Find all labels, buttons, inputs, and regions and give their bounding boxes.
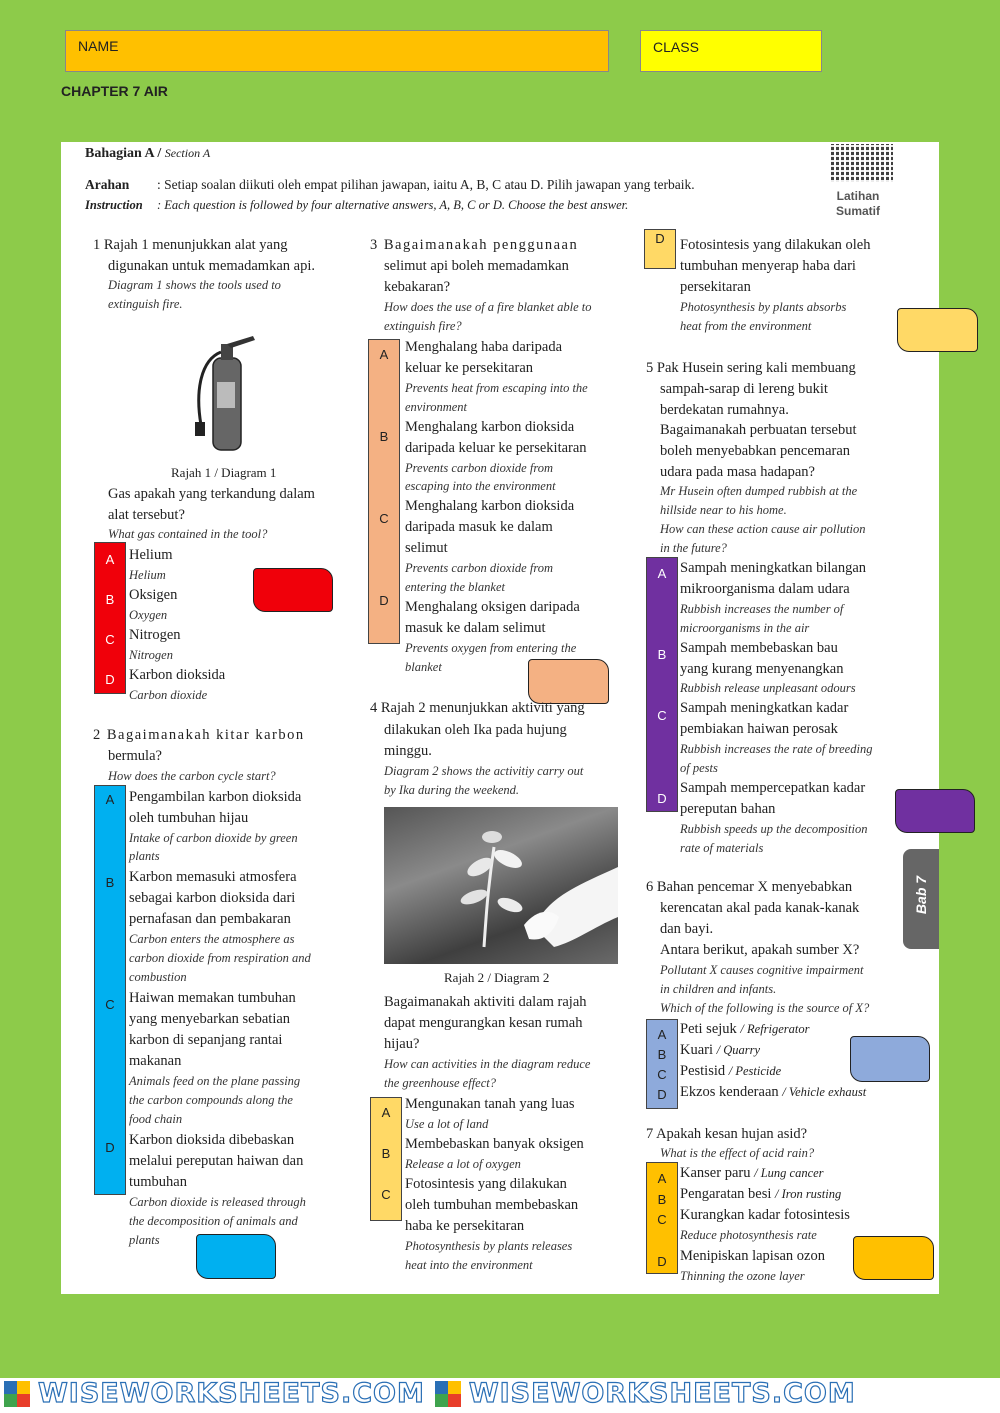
q5-b-2: yang kurang menyenangkan [680, 661, 844, 677]
q4-letter-d[interactable]: D [655, 231, 665, 246]
instruction-row [85, 198, 628, 213]
q2-stem-en: How does the carbon cycle start? [108, 769, 276, 783]
badge-line-2: Sumatif [836, 204, 881, 218]
q2-letter-d[interactable]: D [105, 1140, 115, 1155]
q4-a: Mengunakan tanah yang luas [405, 1096, 575, 1112]
planting-photo [384, 807, 618, 964]
q5-stem-1: 5 Pak Husein sering kali membuang [646, 360, 856, 376]
q7-option-d: Menipiskan lapisan ozon [680, 1248, 825, 1264]
q5-c-en-2: of pests [680, 761, 718, 775]
q6-stem-2: kerencatan akal pada kanak-kanak [660, 900, 860, 916]
q5-a-1: Sampah meningkatkan bilangan [680, 560, 867, 576]
q2-d-2: melalui pereputan haiwan dan [129, 1153, 304, 1169]
q7-option-a-ms: Kanser paru [680, 1165, 751, 1181]
q3-a-2: keluar ke persekitaran [405, 360, 534, 376]
q2-a-1: Pengambilan karbon dioksida [129, 789, 302, 805]
q4-letter-a[interactable]: A [381, 1105, 391, 1120]
q7-answer-box[interactable] [853, 1236, 934, 1280]
q2-b-1: Karbon memasuki atmosfera [129, 869, 297, 885]
q4-stem-en-1: Diagram 2 shows the activitiy carry out [384, 764, 584, 778]
name-label: NAME [78, 38, 119, 54]
q5-stem-3: berdekatan rumahnya. [660, 402, 789, 418]
q3-a-en-1: Prevents heat from escaping into the [405, 381, 588, 395]
q3-stem-1: 3 Bagaimanakah penggunaan [370, 237, 579, 253]
q5-a-en-2: microorganisms in the air [680, 621, 810, 635]
q7-stem: 7 Apakah kesan hujan asid? [646, 1126, 808, 1142]
q5-d-1: Sampah mempercepatkan kadar [680, 780, 866, 796]
q6-stem-en-2: in children and infants. [660, 982, 777, 996]
q2-stem-2: bermula? [108, 748, 162, 764]
q2-a-en-2: plants [129, 849, 160, 863]
q4-question-en-2: the greenhouse effect? [384, 1076, 496, 1090]
q2-b-en-2: carbon dioxide from respiration and [129, 951, 311, 965]
plant-seedling-icon [384, 807, 618, 964]
q7-letter-b[interactable]: B [657, 1192, 667, 1207]
q2-b-3: pernafasan dan pembakaran [129, 911, 291, 927]
q6-option-c-en: / Pesticide [728, 1064, 782, 1078]
q5-stem-6: udara pada masa hadapan? [660, 464, 815, 480]
q7-option-c-en: Reduce photosynthesis rate [680, 1228, 817, 1242]
q6-stem-4: Antara berikut, apakah sumber X? [660, 942, 860, 958]
q4-question-3: hijau? [384, 1036, 420, 1052]
q2-a-2: oleh tumbuhan hijau [129, 810, 249, 826]
q1-caption: Rajah 1 / Diagram 1 [171, 465, 277, 480]
q7-stem-en: What is the effect of acid rain? [660, 1146, 815, 1160]
q2-c-2: yang menyebarkan sebatian [129, 1011, 291, 1027]
q2-letter-c[interactable]: C [105, 997, 115, 1012]
arahan-label: Arahan [85, 177, 130, 192]
q4-d-3: persekitaran [680, 279, 751, 295]
class-label: CLASS [653, 39, 699, 55]
q1-letter-a[interactable]: A [105, 552, 115, 567]
q3-b-en-2: escaping into the environment [405, 479, 556, 493]
q3-b-en-1: Prevents carbon dioxide from [405, 461, 553, 475]
q1-option-d: Karbon dioksida [129, 667, 226, 683]
q5-b-1: Sampah membebaskan bau [680, 640, 838, 656]
chapter-side-tab [903, 849, 939, 949]
badge-line-1: Latihan [836, 189, 880, 203]
q5-a-2: mikroorganisma dalam udara [680, 581, 850, 597]
q4-d-en-2: heat from the environment [680, 319, 812, 333]
q6-option-b [680, 1040, 760, 1060]
q4-stem-en-2: by Ika during the weekend. [384, 783, 520, 797]
q3-c-3: selimut [405, 540, 448, 556]
q4-d-en-1: Photosynthesis by plants absorbs [680, 300, 847, 314]
q4-answer-box[interactable] [897, 308, 978, 352]
q6-option-c-ms: Pestisid [680, 1063, 726, 1079]
q6-letter-b[interactable]: B [657, 1047, 667, 1062]
footer-brand-1: WISEWORKSHEETS.COM [38, 1378, 425, 1409]
q5-stem-4: Bagaimanakah perbuatan tersebut [660, 422, 857, 438]
q3-d-en-1: Prevents oxygen from entering the [405, 641, 577, 655]
q5-a-en-1: Rubbish increases the number of [680, 602, 844, 616]
q3-d-2: masuk ke dalam selimut [405, 620, 546, 636]
instruction-label: Instruction [85, 198, 143, 212]
q5-options-strip [646, 557, 678, 812]
q4-stem-2: dilakukan oleh Ika pada hujung [384, 722, 567, 738]
q5-stem-5: boleh menyebabkan pencemaran [660, 443, 851, 459]
q5-d-en-2: rate of materials [680, 841, 764, 855]
q5-answer-box[interactable] [895, 789, 975, 833]
q6-stem-en-1: Pollutant X causes cognitive impairment [660, 963, 864, 977]
chapter-title: CHAPTER 7 AIR [61, 83, 168, 99]
q2-letter-b[interactable]: B [105, 875, 115, 890]
q3-c-2: daripada masuk ke dalam [405, 519, 553, 535]
qr-code-icon [831, 144, 893, 182]
q1-question-2: alat tersebut? [108, 507, 185, 523]
q7-letter-a[interactable]: A [657, 1171, 667, 1186]
q7-option-b [680, 1184, 841, 1204]
q4-c-en-2: heat into the environment [405, 1258, 533, 1272]
footer-banner [0, 1378, 1000, 1413]
q3-c-1: Menghalang karbon dioksida [405, 498, 575, 514]
q4-b: Membebaskan banyak oksigen [405, 1136, 584, 1152]
q4-letter-b[interactable]: B [381, 1146, 391, 1161]
q5-c-1: Sampah meningkatkan kadar [680, 700, 849, 716]
q2-c-1: Haiwan memakan tumbuhan [129, 990, 296, 1006]
q2-a-en-1: Intake of carbon dioxide by green [129, 831, 298, 845]
q6-stem-3: dan bayi. [660, 921, 714, 937]
q1-stem-2: digunakan untuk memadamkan api. [108, 258, 315, 274]
footer-brand-2: WISEWORKSHEETS.COM [468, 1378, 856, 1409]
q4-a-en: Use a lot of land [405, 1117, 489, 1131]
q7-letter-c[interactable]: C [657, 1212, 667, 1227]
q3-d-1: Menghalang oksigen daripada [405, 599, 580, 615]
q7-option-b-ms: Pengaratan besi [680, 1186, 772, 1202]
q3-stem-en-1: How does the use of a fire blanket able to [384, 300, 592, 314]
q3-letter-d[interactable]: D [379, 593, 389, 608]
q7-option-d-en: Thinning the ozone layer [680, 1269, 805, 1283]
q2-d-en-1: Carbon dioxide is released through [129, 1195, 306, 1209]
q7-option-a-en: / Lung cancer [754, 1166, 824, 1180]
q2-d-1: Karbon dioksida dibebaskan [129, 1132, 295, 1148]
arahan-text: : Setiap soalan diikuti oleh empat pilihan jawapan, iaitu A, B, C atau D. Pilih jawapan yang terbaik. [157, 177, 695, 192]
q2-answer-box[interactable] [196, 1234, 276, 1279]
q2-c-en-1: Animals feed on the plane passing [129, 1074, 301, 1088]
q2-d-en-3: plants [129, 1233, 160, 1247]
q6-stem-1: 6 Bahan pencemar X menyebabkan [646, 879, 853, 895]
q3-stem-2: selimut api boleh memadamkan [384, 258, 569, 274]
q7-option-a [680, 1163, 824, 1183]
q2-b-2: sebagai karbon dioksida dari [129, 890, 296, 906]
q1-letter-c[interactable]: C [105, 632, 115, 647]
instruction-text: : Each question is followed by four alternative answers, A, B, C or D. Choose the best answer. [157, 198, 629, 212]
q1-option-c-en: Nitrogen [129, 648, 173, 662]
q5-b-en: Rubbish release unpleasant odours [680, 681, 856, 695]
q2-stem-1: 2 Bagaimanakah kitar karbon [93, 727, 305, 743]
q3-b-2: daripada keluar ke persekitaran [405, 440, 587, 456]
q4-letter-c[interactable]: C [381, 1187, 391, 1202]
q3-d-en-2: blanket [405, 660, 442, 674]
q4-d-2: tumbuhan menyerap haba dari [680, 258, 856, 274]
q6-letter-d[interactable]: D [657, 1087, 667, 1102]
fire-extinguisher-icon [191, 330, 271, 455]
q6-option-a-en: / Refrigerator [740, 1022, 810, 1036]
q5-letter-d[interactable]: D [657, 791, 667, 806]
q1-option-b-en: Oxygen [129, 608, 168, 622]
q6-option-d-ms: Ekzos kenderaan [680, 1084, 779, 1100]
q6-letter-a[interactable]: A [657, 1027, 667, 1042]
q6-option-d [680, 1082, 866, 1102]
section-title-en: Section A [164, 146, 211, 160]
class-field[interactable] [640, 30, 822, 72]
q7-option-c: Kurangkan kadar fotosintesis [680, 1207, 850, 1223]
q2-c-3: karbon di sepanjang rantai [129, 1032, 283, 1048]
q5-d-2: pereputan bahan [680, 801, 776, 817]
chapter-side-tab-label: Bab 7 [913, 875, 929, 915]
q2-letter-a[interactable]: A [105, 792, 115, 807]
q1-stem-en-1: Diagram 1 shows the tools used to [108, 278, 281, 292]
q3-stem-en-2: extinguish fire? [384, 319, 462, 333]
q4-question-2: dapat mengurangkan kesan rumah [384, 1015, 583, 1031]
q2-options-strip [94, 785, 126, 1195]
q1-option-c: Nitrogen [129, 627, 181, 643]
q5-stem-en-4: in the future? [660, 541, 727, 555]
q3-c-en-1: Prevents carbon dioxide from [405, 561, 553, 575]
q3-a-en-2: environment [405, 400, 468, 414]
q4-c-1: Fotosintesis yang dilakukan [405, 1176, 567, 1192]
q4-d-1: Fotosintesis yang dilakukan oleh [680, 237, 871, 253]
q6-answer-box[interactable] [850, 1036, 930, 1082]
name-field[interactable] [65, 30, 609, 72]
q4-caption: Rajah 2 / Diagram 2 [444, 970, 550, 985]
arahan-row [85, 177, 695, 193]
q3-letter-c[interactable]: C [379, 511, 389, 526]
q2-c-en-2: the carbon compounds along the [129, 1093, 293, 1107]
q6-option-b-ms: Kuari [680, 1042, 714, 1058]
latihan-sumatif-badge [836, 189, 880, 219]
q1-answer-box[interactable] [253, 568, 333, 612]
worksheet-page [61, 142, 939, 1294]
q6-letter-c[interactable]: C [657, 1067, 667, 1082]
q1-stem-en-2: extinguish fire. [108, 297, 183, 311]
q5-stem-en-1: Mr Husein often dumped rubbish at the [660, 484, 858, 498]
q4-stem-3: minggu. [384, 743, 432, 759]
q1-question-1: Gas apakah yang terkandung dalam [108, 486, 315, 502]
brand-logo-icon [4, 1381, 30, 1407]
q3-b-1: Menghalang karbon dioksida [405, 419, 575, 435]
q4-c-3: haba ke persekitaran [405, 1218, 525, 1234]
q5-c-en-1: Rubbish increases the rate of breeding [680, 742, 873, 756]
q5-stem-2: sampah-sarap di lereng bukit [660, 381, 828, 397]
q1-option-b: Oksigen [129, 587, 178, 603]
q6-option-a [680, 1019, 810, 1039]
q4-stem-1: 4 Rajah 2 menunjukkan aktiviti yang [370, 700, 585, 716]
q1-letter-d[interactable]: D [105, 672, 115, 687]
q3-letter-b[interactable]: B [379, 429, 389, 444]
q2-b-en-1: Carbon enters the atmosphere as [129, 932, 295, 946]
q6-option-d-en: / Vehicle exhaust [782, 1085, 867, 1099]
q7-option-b-en: / Iron rusting [775, 1187, 842, 1201]
q6-option-b-en: / Quarry [716, 1043, 761, 1057]
q5-stem-en-2: hillside near to his home. [660, 503, 787, 517]
q2-d-3: tumbuhan [129, 1174, 187, 1190]
q7-letter-d[interactable]: D [657, 1254, 667, 1269]
q1-option-a: Helium [129, 547, 173, 563]
q5-c-2: pembiakan haiwan perosak [680, 721, 838, 737]
q3-stem-3: kebakaran? [384, 279, 451, 295]
q5-letter-a[interactable]: A [657, 566, 667, 581]
q6-option-c [680, 1061, 781, 1081]
q4-question-en-1: How can activities in the diagram reduce [384, 1057, 591, 1071]
q6-stem-en-3: Which of the following is the source of X? [660, 1001, 870, 1015]
q4-question-1: Bagaimanakah aktiviti dalam rajah [384, 994, 587, 1010]
q3-letter-a[interactable]: A [379, 347, 389, 362]
q2-b-en-3: combustion [129, 970, 187, 984]
q2-c-en-3: food chain [129, 1112, 183, 1126]
q5-stem-en-3: How can these action cause air pollution [660, 522, 866, 536]
q4-c-en-1: Photosynthesis by plants releases [405, 1239, 573, 1253]
section-title [85, 146, 210, 162]
q3-a-1: Menghalang haba daripada [405, 339, 563, 355]
q4-b-en: Release a lot of oxygen [405, 1157, 521, 1171]
q2-d-en-2: the decomposition of animals and [129, 1214, 298, 1228]
q5-d-en-1: Rubbish speeds up the decomposition [680, 822, 868, 836]
q6-option-a-ms: Peti sejuk [680, 1021, 737, 1037]
q5-letter-c[interactable]: C [657, 708, 667, 723]
q1-letter-b[interactable]: B [105, 592, 115, 607]
section-title-ms: Bahagian A / [85, 146, 162, 161]
q2-c-4: makanan [129, 1053, 182, 1069]
q1-question-en: What gas contained in the tool? [108, 527, 268, 541]
q5-letter-b[interactable]: B [657, 647, 667, 662]
q1-option-d-en: Carbon dioxide [129, 688, 208, 702]
q1-stem-1: 1 Rajah 1 menunjukkan alat yang [93, 237, 288, 253]
q4-c-2: oleh tumbuhan membebaskan [405, 1197, 579, 1213]
q3-c-en-2: entering the blanket [405, 580, 505, 594]
brand-logo-icon-2 [435, 1381, 461, 1407]
q1-option-a-en: Helium [129, 568, 166, 582]
